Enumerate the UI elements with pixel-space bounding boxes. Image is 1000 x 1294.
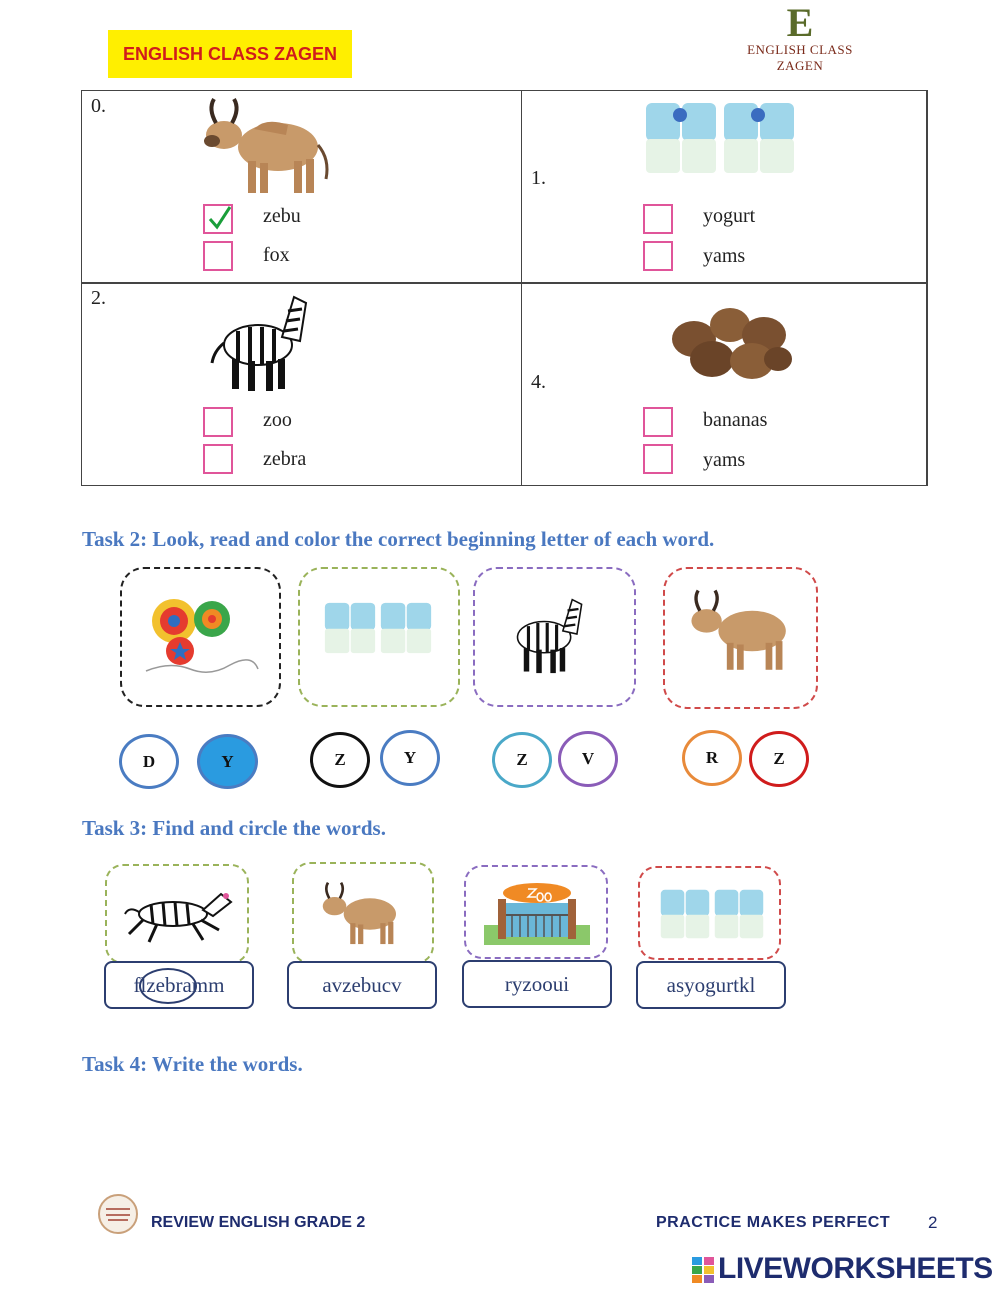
running-zebra-picture	[123, 884, 235, 944]
task3-card	[464, 865, 608, 959]
checkbox[interactable]	[643, 407, 673, 437]
letter-circle-filled[interactable]: Y	[197, 734, 258, 789]
footer-right-text: PRACTICE MAKES PERFECT	[656, 1214, 891, 1231]
zebu-picture	[312, 880, 412, 948]
zebra-picture	[208, 287, 318, 395]
task1-grid	[81, 90, 927, 486]
checkbox[interactable]	[203, 241, 233, 271]
word-search-letters: ryzooui	[504, 971, 570, 996]
option-label: fox	[263, 244, 290, 266]
task3-card	[638, 866, 781, 960]
task1-cell	[81, 282, 522, 486]
option-label: yams	[703, 449, 746, 471]
task1-cell	[81, 90, 522, 284]
task3-card	[292, 862, 434, 964]
yogurt-picture	[658, 880, 766, 948]
task4-title: Task 4: Write the words.	[82, 1052, 303, 1076]
zebu-picture	[683, 587, 801, 675]
letter-circle[interactable]: Y	[380, 730, 440, 786]
option-label: yams	[703, 245, 746, 267]
question-number: 4.	[531, 371, 546, 393]
zoo-gate-picture	[484, 881, 590, 945]
checkbox[interactable]	[643, 204, 673, 234]
word-search-box[interactable]	[462, 960, 612, 1008]
yoyo-picture	[140, 591, 262, 681]
word-search-box[interactable]	[636, 961, 786, 1009]
header-badge-text: ENGLISH CLASS ZAGEN	[122, 43, 337, 64]
word-search-letters: asyogurtkl	[666, 972, 756, 997]
task2-card	[663, 567, 818, 709]
option-label: zebra	[263, 448, 307, 470]
question-number: 1.	[531, 167, 546, 189]
logo	[730, 0, 870, 73]
task2-card	[298, 567, 460, 707]
letter-circle[interactable]: V	[558, 731, 618, 787]
task3-card	[105, 864, 249, 964]
header-badge	[108, 30, 352, 78]
letter-circle[interactable]: R	[682, 730, 742, 786]
footer-logo-icon	[97, 1193, 139, 1235]
page-number: 2	[928, 1213, 938, 1232]
word-search-letters: avzebucv	[322, 972, 402, 997]
letter-circle[interactable]: D	[119, 734, 179, 789]
task2-card	[120, 567, 281, 707]
task2-card	[473, 567, 636, 707]
option-label: bananas	[703, 409, 768, 431]
letter-circle[interactable]: Z	[310, 732, 370, 788]
checkbox[interactable]	[643, 444, 673, 474]
option-label: zebu	[263, 205, 301, 227]
word-search-letters: flzebramm	[133, 972, 225, 997]
question-number: 2.	[91, 287, 106, 309]
checkbox[interactable]	[203, 407, 233, 437]
letter-circle[interactable]: Z	[492, 732, 552, 788]
option-label: yogurt	[703, 205, 756, 227]
yogurt-picture	[322, 595, 434, 661]
word-search-box[interactable]	[287, 961, 437, 1009]
footer-left-text: REVIEW ENGLISH GRADE 2	[151, 1214, 366, 1231]
zebra-picture	[505, 581, 591, 687]
example-circle	[139, 968, 197, 1004]
task1-cell	[521, 90, 928, 284]
checkmark-icon	[206, 203, 234, 233]
letter-circle[interactable]: Z	[749, 731, 809, 787]
checkbox[interactable]	[203, 444, 233, 474]
option-label: zoo	[263, 409, 292, 431]
logo-text: ENGLISH CLASS ZAGEN	[747, 42, 853, 73]
task3-title: Task 3: Find and circle the words.	[82, 816, 386, 840]
logo-letter: E	[786, 0, 814, 45]
task1-cell	[521, 282, 928, 486]
yogurt-picture	[642, 97, 798, 179]
question-number: 0.	[91, 95, 106, 117]
yams-picture	[660, 301, 800, 381]
liveworksheets-logo-icon	[692, 1257, 716, 1283]
liveworksheets-brand: LIVEWORKSHEETS	[718, 1252, 993, 1285]
task2-title: Task 2: Look, read and color the correct beginning letter of each word.	[82, 527, 715, 551]
zebu-picture	[196, 95, 336, 199]
checkbox[interactable]	[643, 241, 673, 271]
